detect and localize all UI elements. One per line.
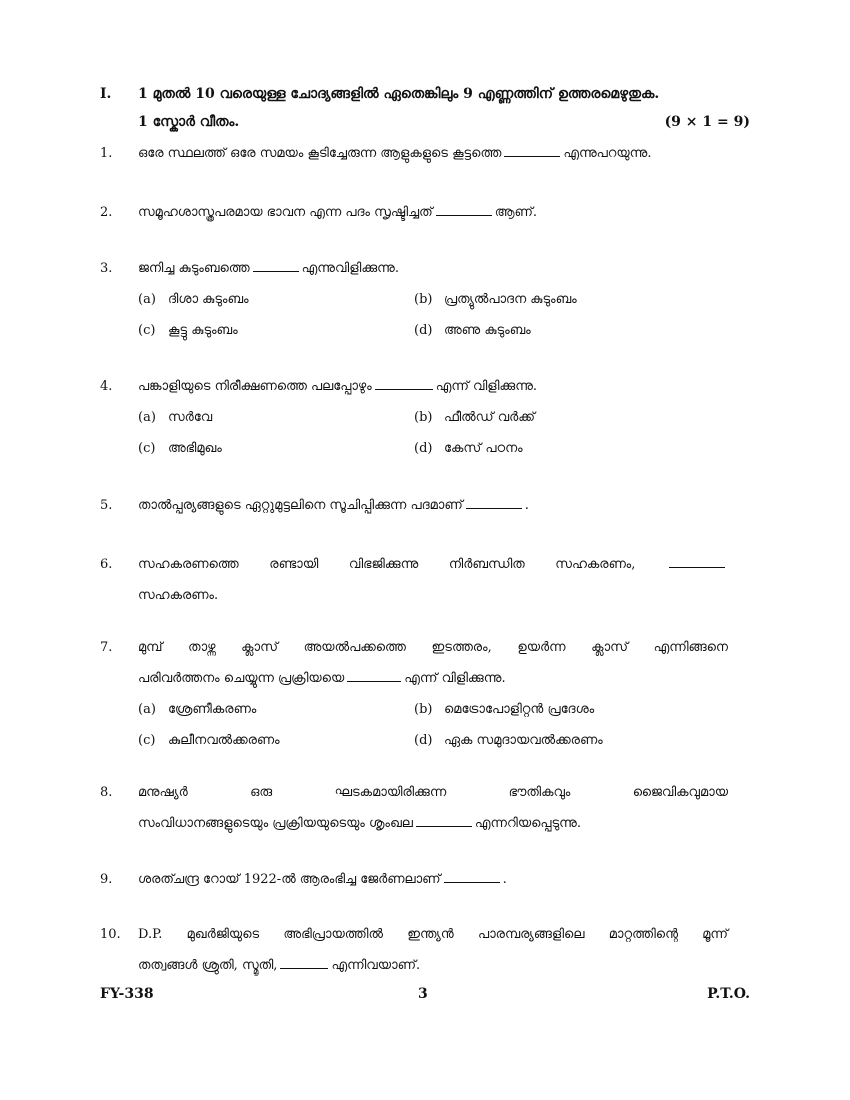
question-number: 4. (100, 379, 113, 394)
answer-blank (253, 257, 299, 272)
question-2 (100, 197, 728, 228)
option-c: (c) അഭിമുഖം (138, 441, 222, 456)
option-a: (a) സർവേ (138, 410, 213, 425)
question-text-end: എന്ന് വിളിക്കുന്നു. (404, 671, 506, 686)
question-text: മനുഷ്യർ ഒരു ഘടകമായിരിക്കുന്ന ഭൗതികവും ജൈവികവുമായ (138, 785, 728, 800)
question-text: ജനിച്ച കുടുംബത്തെ (138, 261, 250, 276)
answer-blank (504, 142, 560, 157)
question-text-end: . (502, 872, 507, 887)
options (138, 694, 728, 756)
answer-blank (347, 667, 401, 682)
option-a: (a) ദിശാ കുടുംബം (138, 292, 249, 307)
question-text: ശരത്ചന്ദ്ര റോയ് 1922-ൽ ആരംഭിച്ച ജേർണലാണ് (138, 872, 441, 887)
options (138, 284, 728, 346)
option-c: (c) കൂട്ടു കുടുംബം (138, 323, 238, 338)
question-8 (100, 777, 728, 839)
question-number: 10. (100, 927, 121, 942)
question-number: 3. (100, 261, 113, 276)
question-4 (100, 371, 728, 464)
question-text-end: സഹകരണം. (138, 588, 219, 603)
pto-note: P.T.O. (707, 986, 750, 1002)
option-d: (d) കേസ് പഠനം (414, 441, 523, 456)
question-6 (100, 549, 728, 611)
question-text: സമൂഹശാസ്ത്രപരമായ ഭാവന എന്ന പദം സൃഷ്ടിച്ചത് (138, 205, 433, 220)
marks-allocation: (9 × 1 = 9) (664, 114, 750, 130)
question-3 (100, 253, 728, 346)
paper-code: FY-338 (100, 986, 154, 1002)
question-number: 5. (100, 498, 113, 513)
option-b: (b) ഫീൽഡ് വർക്ക് (414, 410, 535, 425)
question-number: 7. (100, 640, 113, 655)
question-text-cont: തത്വങ്ങൾ ശ്രുതി, സ്മൃതി, (138, 958, 278, 973)
answer-blank (669, 553, 725, 568)
option-d: (d) ഏക സമുദായവൽക്കരണം (414, 733, 603, 748)
score-note: 1 സ്കോർ വീതം. (138, 114, 240, 130)
question-text-cont: പരിവർത്തനം ചെയ്യുന്ന പ്രക്രിയയെ (138, 671, 345, 686)
question-number: 6. (100, 557, 113, 572)
question-9 (100, 864, 728, 895)
question-text: D.P. മുഖർജിയുടെ അഭിപ്രായത്തിൽ ഇന്ത്യൻ പാരമ്പര്യങ്ങളിലെ മാറ്റത്തിന്റെ മൂന്ന് (138, 927, 728, 942)
question-7 (100, 632, 728, 756)
question-number: 9. (100, 872, 113, 887)
answer-blank (444, 868, 500, 883)
answer-blank (416, 812, 472, 827)
question-text-end: എന്നറിയപ്പെടുന്നു. (474, 816, 582, 831)
question-text-end: ആണ്. (494, 205, 538, 220)
answer-blank (280, 954, 328, 969)
question-text-cont: സംവിധാനങ്ങളുടെയും പ്രക്രിയയുടെയും ശൃംഖല (138, 816, 413, 831)
question-number: 1. (100, 146, 113, 161)
options (138, 402, 728, 464)
section-number: I. (100, 86, 112, 102)
question-text-end: . (524, 498, 529, 513)
question-text: മുമ്പ് താഴ്ന്ന ക്ലാസ് അയൽപക്കത്തെ ഇടത്തരം, ഉയർന്ന ക്ലാസ് എന്നിങ്ങനെ (138, 640, 728, 655)
page-number: 3 (418, 986, 428, 1002)
option-b: (b) മെട്രോപോളിറ്റൻ പ്രദേശം (414, 702, 595, 717)
question-text-end: എന്ന് വിളിക്കുന്നു. (435, 379, 538, 394)
question-text: പങ്കാളിയുടെ നിരീക്ഷണത്തെ പലപ്പോഴും (138, 379, 372, 394)
option-c: (c) കുലീനവൽക്കരണം (138, 733, 280, 748)
question-text-end: എന്നുപറയുന്നു. (563, 146, 652, 161)
option-d: (d) അണു കുടുംബം (414, 323, 531, 338)
answer-blank (436, 201, 492, 216)
question-1 (100, 138, 728, 169)
question-number: 2. (100, 205, 113, 220)
question-text: സഹകരണത്തെ രണ്ടായി വിഭജിക്കുന്നു നിർബന്ധിത സഹകരണം, (138, 557, 636, 572)
question-text: ഒരേ സ്ഥലത്ത് ഒരേ സമയം കൂടിച്ചേരുന്ന ആളുകളുടെ കൂട്ടത്തെ (138, 146, 502, 161)
option-a: (a) ശ്രേണീകരണം (138, 702, 257, 717)
question-text-end: എന്നിവയാണ്. (331, 958, 421, 973)
question-text: താൽപ്പര്യങ്ങളുടെ ഏറ്റുമുട്ടലിനെ സൂചിപ്പിക്കുന്ന പദമാണ് (138, 498, 463, 513)
answer-blank (466, 494, 522, 509)
answer-blank (375, 375, 433, 390)
question-10 (100, 919, 728, 981)
option-b: (b) പ്രത്യുൽപാദന കുടുംബം (414, 292, 577, 307)
question-5 (100, 490, 728, 521)
question-text-end: എന്നുവിളിക്കുന്നു. (301, 261, 399, 276)
section-instruction: 1 മുതൽ 10 വരെയുള്ള ചോദ്യങ്ങളിൽ ഏതെങ്കിലും 9 എണ്ണത്തിന് ഉത്തരമെഴുതുക. (138, 86, 660, 102)
question-number: 8. (100, 785, 113, 800)
